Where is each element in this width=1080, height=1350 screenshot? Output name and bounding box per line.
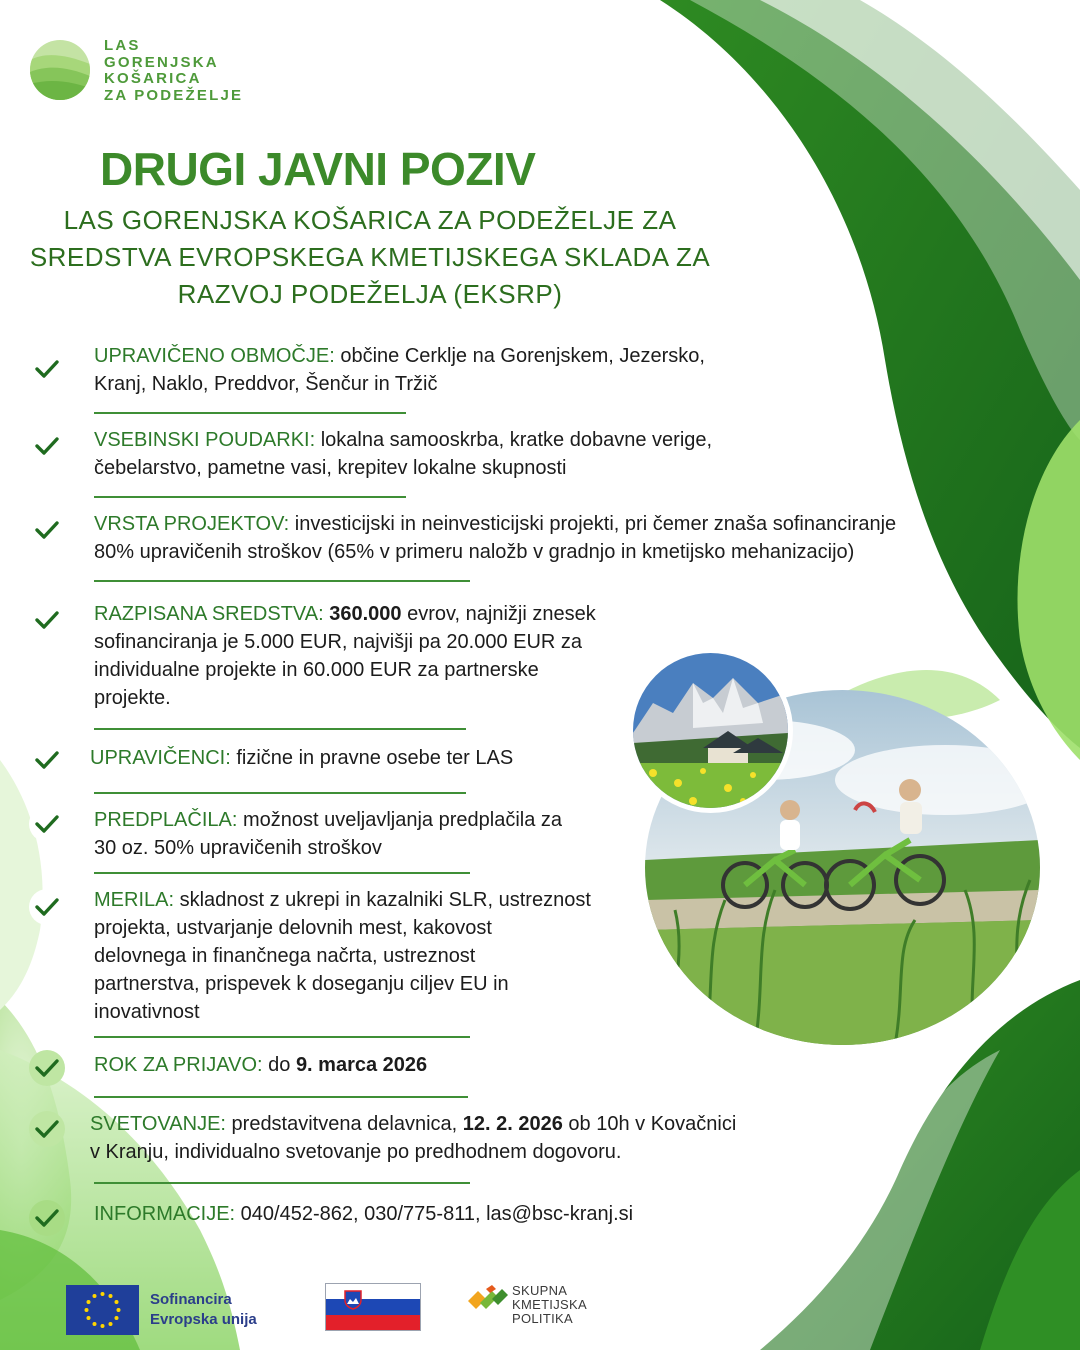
- list-item-line: [94, 834, 562, 862]
- divider: [94, 496, 406, 498]
- subtitle-line: SREDSTVA EVROPSKEGA KMETIJSKEGA SKLADA ZA: [29, 242, 711, 272]
- check-icon: [28, 1110, 66, 1148]
- list-item-line: [94, 886, 591, 914]
- list-item-text: inovativnost: [94, 1001, 200, 1023]
- list-item-label: VRSTA PROJEKTOV:: [94, 513, 295, 535]
- list-item-line: [94, 600, 596, 628]
- eu-text-line: Sofinancira: [150, 1291, 232, 1308]
- list-item-text: skladnost z ukrepi in kazalniki SLR, ustreznost: [179, 889, 591, 911]
- eu-cofinancing-text: [150, 1290, 257, 1330]
- list-item-line: [90, 1110, 736, 1138]
- list-item-label: INFORMACIJE:: [94, 1203, 241, 1225]
- subtitle-line: RAZVOJ PODEŽELJA (EKSRP): [177, 279, 563, 309]
- list-item-text: ob 10h v Kovačnici: [562, 1113, 737, 1135]
- list-item-text: do: [268, 1054, 296, 1076]
- page-subtitle: [20, 202, 720, 313]
- list-item-label: PREDPLAČILA:: [94, 809, 243, 831]
- check-icon: [28, 741, 66, 779]
- check-icon: [28, 511, 66, 549]
- page-title: DRUGI JAVNI POZIV: [100, 143, 536, 195]
- highlight-value: 9. marca 2026: [295, 1054, 428, 1076]
- list-item-label: UPRAVIČENCI:: [90, 747, 237, 769]
- slovenia-flag-icon: [325, 1283, 421, 1331]
- list-item-text: 80% upravičenih stroškov (65% v primeru naložb v gradnjo in kmetijsko mehanizacijo): [94, 541, 855, 563]
- list-item-label: RAZPISANA SREDSTVA:: [94, 603, 330, 625]
- check-icon: [28, 601, 66, 639]
- logo-line: GORENJSKA: [104, 53, 219, 71]
- list-item-text: občine Cerklje na Gorenjskem, Jezersko,: [340, 345, 705, 367]
- list-item-text: Kranj, Naklo, Preddvor, Šenčur in Tržič: [94, 373, 438, 395]
- cap-line: KMETIJSKA: [512, 1297, 587, 1312]
- list-item-label: MERILA:: [94, 889, 180, 911]
- list-item: [94, 1051, 427, 1079]
- list-item-line: [94, 1051, 427, 1079]
- list-item: [94, 1200, 633, 1228]
- list-item: [94, 886, 591, 1026]
- logo-line: LAS: [104, 37, 141, 54]
- divider: [94, 1096, 468, 1098]
- list-item: [90, 744, 513, 772]
- list-item-text: investicijski in neinvesticijski projekti, pri čemer znaša sofinanciranje: [294, 513, 897, 535]
- divider: [94, 1036, 470, 1038]
- cap-text: [512, 1284, 587, 1326]
- list-item: [94, 806, 562, 862]
- list-item-line: [94, 628, 596, 656]
- list-item-line: [90, 744, 513, 772]
- highlight-value: 12. 2. 2026: [462, 1113, 563, 1135]
- list-item-line: [94, 914, 591, 942]
- list-item: [94, 342, 705, 398]
- check-icon: [28, 427, 66, 465]
- eu-text-line: Evropska unija: [150, 1311, 257, 1328]
- divider: [94, 872, 470, 874]
- list-item-text: lokalna samooskrba, kratke dobavne verige,: [320, 429, 713, 451]
- highlight-value: 360.000: [329, 603, 402, 625]
- cap-line: SKUPNA: [512, 1283, 568, 1298]
- logo-text: [104, 38, 243, 104]
- list-item-label: VSEBINSKI POUDARKI:: [94, 429, 321, 451]
- list-item-text: delovnega in finančnega načrta, ustreznost: [94, 945, 476, 967]
- list-item: [94, 426, 712, 482]
- list-item-text: čebelarstvo, pametne vasi, krepitev lokalne skupnosti: [94, 457, 567, 479]
- list-item-label: ROK ZA PRIJAVO:: [94, 1054, 269, 1076]
- list-item-text: 30 oz. 50% upravičenih stroškov: [94, 837, 382, 859]
- list-item-line: [94, 684, 596, 712]
- check-icon: [28, 888, 66, 926]
- divider: [94, 1182, 470, 1184]
- logo-line: ZA PODEŽELJE: [104, 86, 244, 104]
- list-item: [94, 600, 596, 712]
- subtitle-line: LAS GORENJSKA KOŠARICA ZA PODEŽELJE ZA: [63, 205, 677, 235]
- check-icon: [28, 805, 66, 843]
- list-item-line: [94, 454, 712, 482]
- list-item-text: projekte.: [94, 687, 171, 709]
- list-item-text: projekta, ustvarjanje delovnih mest, kakovost: [94, 917, 492, 939]
- divider: [94, 580, 470, 582]
- list-item-line: [94, 970, 591, 998]
- list-item-line: [94, 538, 896, 566]
- list-item-line: [94, 942, 591, 970]
- list-item-label: SVETOVANJE:: [90, 1113, 232, 1135]
- list-item-line: [94, 370, 705, 398]
- divider: [94, 412, 406, 414]
- list-item-line: [90, 1138, 736, 1166]
- check-icon: [28, 350, 66, 388]
- list-item-line: [94, 342, 705, 370]
- list-item-line: [94, 426, 712, 454]
- divider: [94, 728, 466, 730]
- eu-flag-icon: [66, 1285, 139, 1335]
- cap-line: POLITIKA: [512, 1311, 573, 1326]
- list-item-text: 040/452-862, 030/775-811, las@bsc-kranj.si: [240, 1203, 634, 1225]
- list-item: [94, 510, 896, 566]
- list-item-line: [94, 998, 591, 1026]
- list-item-text: evrov, najnižji znesek: [401, 603, 596, 625]
- check-icon: [28, 1049, 66, 1087]
- list-item-text: fizične in pravne osebe ter LAS: [236, 747, 514, 769]
- list-item-text: individualne projekte in 60.000 EUR za partnerske: [94, 659, 539, 681]
- list-item-line: [94, 1200, 633, 1228]
- list-item-text: predstavitvena delavnica,: [231, 1113, 463, 1135]
- alpine-village-photo: [628, 648, 793, 813]
- list-item-text: možnost uveljavljanja predplačila za: [242, 809, 563, 831]
- list-item-line: [94, 510, 896, 538]
- check-icon: [28, 1199, 66, 1237]
- divider: [94, 792, 466, 794]
- list-item-text: v Kranju, individualno svetovanje po predhodnem dogovoru.: [90, 1141, 622, 1163]
- list-item-line: [94, 656, 596, 684]
- list-item-text: sofinanciranja je 5.000 EUR, najvišji pa 20.000 EUR za: [94, 631, 583, 653]
- list-item: [90, 1110, 736, 1166]
- logo-line: KOŠARICA: [104, 70, 202, 87]
- list-item-text: partnerstva, prispevek k doseganju ciljev EU in: [94, 973, 509, 995]
- list-item-line: [94, 806, 562, 834]
- common-agricultural-policy-icon: [466, 1283, 510, 1313]
- list-item-label: UPRAVIČENO OBMOČJE:: [94, 345, 341, 367]
